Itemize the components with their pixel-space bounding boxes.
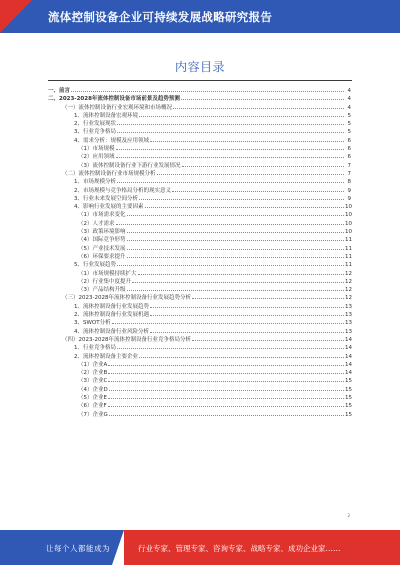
toc-dot-leader	[139, 111, 344, 117]
footer-slogan-right: 行业专家、管理专家、咨询专家、战略专家、成功企业家……	[138, 544, 341, 553]
toc-dot-leader	[127, 210, 345, 216]
toc-dot-leader	[181, 94, 344, 100]
toc-entry-title: （2）行业集中度提升	[78, 278, 131, 285]
toc-entry[interactable]	[48, 310, 351, 318]
toc-entry-title: （2）企业B	[78, 370, 108, 377]
toc-entry[interactable]	[48, 393, 351, 401]
toc-dot-leader	[117, 343, 344, 349]
toc-dot-leader	[108, 393, 344, 399]
toc-entry-page: 14	[345, 370, 352, 377]
toc-entry[interactable]	[48, 352, 351, 360]
toc-dot-leader	[132, 277, 344, 283]
toc-entry-title: 二、2023-2028年流体控制设备市场前景及趋势预测	[48, 96, 180, 103]
header-red-corner	[0, 0, 32, 33]
toc-entry[interactable]	[48, 260, 351, 268]
toc-dot-leader	[150, 302, 344, 308]
toc-entry-page: 9	[347, 187, 351, 194]
toc-dot-leader	[139, 194, 344, 200]
footer-slant	[112, 530, 124, 565]
toc-entry-page: 5	[347, 121, 351, 128]
toc-entry-title: 4、影响行业发展的主要因素	[74, 204, 144, 211]
toc-entry-page: 7	[347, 162, 351, 169]
toc-entry[interactable]	[48, 202, 351, 210]
toc-entry-page: 15	[345, 403, 352, 410]
toc-entry-page: 14	[345, 353, 352, 360]
toc-entry[interactable]	[48, 186, 351, 194]
toc-dot-leader	[108, 376, 344, 382]
toc-entry[interactable]	[48, 86, 351, 94]
toc-entry-title: （7）企业G	[78, 411, 108, 418]
toc-dot-leader	[192, 293, 344, 299]
toc-entry-title: 4、需求分析：规模及应用领域	[74, 137, 150, 144]
page-footer	[0, 530, 400, 565]
toc-entry[interactable]	[48, 269, 351, 277]
toc-entry-page: 10	[345, 204, 352, 211]
toc-entry[interactable]	[48, 376, 351, 384]
toc-dot-leader	[127, 227, 345, 233]
report-title: 流体控制设备企业可持续发展战略研究报告	[48, 10, 273, 24]
toc-entry-title: 1、市场规模分析	[74, 179, 116, 186]
toc-entry-title: 2、流体控制设备主要企业	[74, 353, 139, 360]
toc-entry-page: 12	[345, 270, 352, 277]
toc-entry[interactable]	[48, 368, 351, 376]
toc-entry-page: 8	[347, 179, 351, 186]
toc-entry-title: 一、前言	[48, 88, 71, 94]
toc-dot-leader	[172, 186, 344, 192]
toc-dot-leader	[150, 327, 344, 333]
toc-entry-title: （四）2023-2028年流体控制设备行业竞争格局分析	[62, 336, 191, 343]
toc-dot-leader	[127, 244, 345, 250]
toc-dot-leader	[173, 103, 344, 109]
toc-dot-leader	[182, 161, 344, 167]
toc-entry-title: 1、流体控制设备行业发展趋势	[74, 303, 150, 310]
toc-entry-title: 2、行业发展现状	[74, 121, 116, 128]
toc-entry-page: 4	[347, 96, 351, 103]
toc-entry[interactable]	[48, 410, 351, 418]
footer-slogan-left: 让每个人都能成为	[46, 544, 110, 553]
toc-entry[interactable]	[48, 219, 351, 227]
toc-entry-title: （二）流体控制设备行业市场规模分析	[62, 170, 156, 177]
toc-dot-leader	[71, 86, 344, 92]
toc-dot-leader	[150, 310, 344, 316]
toc-entry-page: 4	[347, 104, 351, 111]
toc-dot-leader	[139, 352, 344, 358]
toc-entry[interactable]	[48, 385, 351, 393]
toc-entry-page: 13	[345, 312, 352, 319]
toc-dot-leader	[109, 410, 344, 416]
toc-entry[interactable]	[48, 302, 351, 310]
toc-entry-page: 15	[345, 378, 352, 385]
toc-entry-page: 11	[345, 237, 352, 244]
toc-entry[interactable]	[48, 177, 351, 185]
toc-entry[interactable]	[48, 252, 351, 260]
toc-dot-leader	[112, 318, 344, 324]
toc-dot-leader	[109, 385, 344, 391]
toc-entry-title: 3、行业竞争格局	[74, 129, 116, 136]
toc-dot-leader	[116, 219, 345, 225]
toc-entry[interactable]	[48, 227, 351, 235]
toc-entry-page: 10	[345, 229, 352, 236]
toc-entry-title: 1、行业竞争格局	[74, 345, 116, 352]
toc-entry-page: 9	[347, 195, 351, 202]
toc-entry[interactable]	[48, 119, 351, 127]
toc-entry[interactable]	[48, 244, 351, 252]
toc-entry-page: 5	[347, 129, 351, 136]
toc-entry-title: （4）企业D	[78, 386, 108, 393]
toc-title: 内容目录	[174, 60, 225, 74]
toc-entry[interactable]	[48, 277, 351, 285]
toc-entry[interactable]	[48, 285, 351, 293]
toc-entry[interactable]	[48, 161, 351, 169]
toc-entry-title: （5）产业技术发展	[78, 245, 126, 252]
toc-dot-leader	[117, 260, 344, 266]
toc-entry-title: （1）市场规模持续扩大	[78, 270, 137, 277]
toc-entry-title: 5、行业发展趋势	[74, 262, 116, 269]
toc-entry-title: 3、行业未来发展空间分析	[74, 195, 139, 202]
toc-entry-page: 14	[345, 361, 352, 368]
toc-dot-leader	[117, 177, 344, 183]
toc-entry-page: 7	[347, 170, 351, 177]
toc-entry-page: 11	[345, 262, 352, 269]
toc-entry-page: 15	[345, 411, 352, 418]
toc-entry-page: 10	[345, 220, 352, 227]
toc-entry-title: 1、流体控制设备宏观环境	[74, 112, 139, 119]
toc-entry-title: （2）应用领域	[78, 154, 115, 161]
toc-entry[interactable]	[48, 360, 351, 368]
toc-entry[interactable]	[48, 194, 351, 202]
toc-entry[interactable]	[48, 318, 351, 326]
toc-entry-title: （3）产品结构升级	[78, 287, 126, 294]
toc-entry-page: 4	[347, 88, 351, 94]
toc-entry[interactable]	[48, 152, 351, 160]
toc-entry-title: 2、市场规模与竞争格局分析的现实意义	[74, 187, 172, 194]
toc-dot-leader	[145, 202, 344, 208]
toc-entry[interactable]	[48, 327, 351, 335]
toc-entry-page: 6	[347, 137, 351, 144]
toc-entry-page: 13	[345, 303, 352, 310]
toc-entry-page: 12	[345, 278, 352, 285]
toc-entry[interactable]	[48, 94, 351, 102]
toc-entry-title: （4）国际竞争形势	[78, 237, 126, 244]
toc-entry-title: （1）市场需求变化	[78, 212, 126, 219]
toc-entry-title: （5）企业E	[78, 394, 107, 401]
toc-dot-leader	[108, 401, 344, 407]
toc-entry-page: 11	[345, 245, 352, 252]
toc-dot-leader	[117, 119, 344, 125]
toc-entry-page: 15	[345, 394, 352, 401]
toc-entry-page: 15	[345, 386, 352, 393]
table-of-contents	[48, 86, 351, 418]
toc-dot-leader	[117, 127, 344, 133]
toc-entry-title: （3）企业C	[78, 378, 108, 385]
toc-entry[interactable]	[48, 235, 351, 243]
toc-entry-page: 14	[345, 345, 352, 352]
toc-entry[interactable]	[48, 293, 351, 301]
toc-entry[interactable]	[48, 343, 351, 351]
toc-entry-page: 6	[347, 146, 351, 153]
toc-entry-title: （三）2023-2028年流体控制设备行业发展趋势分析	[62, 295, 191, 302]
toc-entry[interactable]	[48, 335, 351, 343]
toc-entry-title: 3、SWOT分析	[74, 320, 111, 327]
toc-dot-leader	[108, 360, 344, 366]
toc-entry[interactable]	[48, 103, 351, 111]
toc-entry[interactable]	[48, 136, 351, 144]
toc-entry-title: 4、流体控制设备行业风险分析	[74, 328, 150, 335]
toc-dot-leader	[157, 169, 344, 175]
toc-entry[interactable]	[48, 111, 351, 119]
toc-entry-title: （1）企业A	[78, 361, 108, 368]
toc-entry-page: 11	[345, 253, 352, 260]
toc-entry-title: 2、流体控制设备行业发展机遇	[74, 312, 150, 319]
toc-entry-title: （2）人才需求	[78, 220, 115, 227]
toc-entry-title: （一）流体控制设备行业宏观环境和市场概况	[62, 104, 173, 111]
toc-dot-leader	[127, 285, 345, 291]
toc-entry[interactable]	[48, 401, 351, 409]
toc-entry-title: （3）流体控制设备行业下游行业发展情况	[78, 162, 181, 169]
toc-entry-title: （1）市场规模	[78, 146, 115, 153]
toc-entry-page: 10	[345, 212, 352, 219]
toc-divider	[48, 80, 352, 81]
toc-entry-page: 14	[345, 336, 352, 343]
toc-dot-leader	[138, 269, 344, 275]
toc-entry[interactable]	[48, 169, 351, 177]
toc-dot-leader	[116, 152, 345, 158]
toc-entry-page: 13	[345, 328, 352, 335]
toc-entry-title: （6）企业F	[78, 403, 107, 410]
toc-dot-leader	[127, 235, 345, 241]
toc-entry[interactable]	[48, 127, 351, 135]
toc-entry[interactable]	[48, 210, 351, 218]
toc-entry-page: 6	[347, 154, 351, 161]
toc-entry-title: （3）政策环境影响	[78, 229, 126, 236]
toc-dot-leader	[127, 252, 345, 258]
toc-entry[interactable]	[48, 144, 351, 152]
toc-entry-title: （6）环保要求提升	[78, 253, 126, 260]
toc-dot-leader	[116, 144, 345, 150]
page-number: 2	[347, 513, 350, 518]
toc-dot-leader	[192, 335, 344, 341]
toc-entry-page: 12	[345, 287, 352, 294]
toc-entry-page: 13	[345, 320, 352, 327]
page-header	[0, 0, 400, 33]
toc-entry-page: 12	[345, 295, 352, 302]
toc-entry-page: 5	[347, 112, 351, 119]
toc-dot-leader	[108, 368, 344, 374]
toc-dot-leader	[150, 136, 344, 142]
